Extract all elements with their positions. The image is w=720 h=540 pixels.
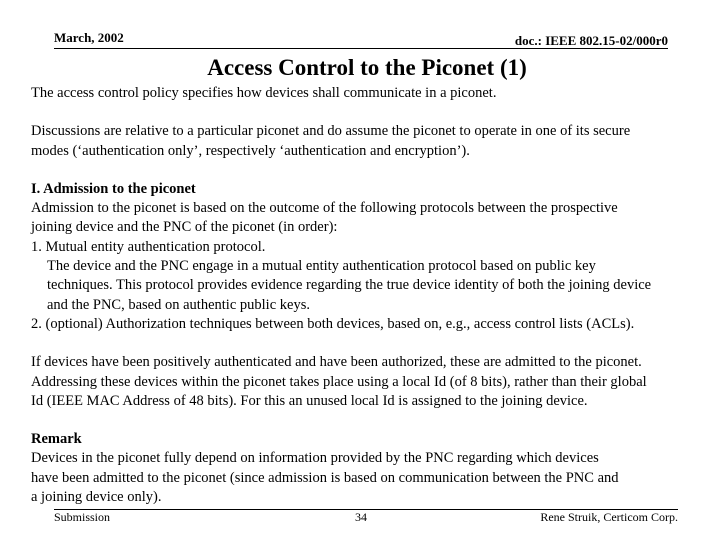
list-item-2: 2. (optional) Authorization techniques between both devices, based on, e.g., access control lists (ACLs). — [31, 315, 635, 332]
header-doc-id: doc.: IEEE 802.15-02/000r0 — [514, 33, 668, 48]
list-item-1-title: 1. Mutual entity authentication protocol. — [31, 238, 266, 255]
intro-text: The access control policy specifies how devices shall communicate in a piconet. — [31, 85, 497, 101]
discussion-line-2: modes (‘authentication only’, respectively ‘authentication and encryption’). — [31, 142, 470, 159]
remark-line-2: have been admitted to the piconet (since admission is based on communication between the PNC and — [31, 469, 619, 486]
authorization-line-1: If devices have been positively authenticated and have been authorized, these are admitted to the piconet. — [31, 354, 642, 371]
authorization-line-3: Id (IEEE MAC Address of 48 bits). For this an unused local Id is assigned to the joining device. — [31, 392, 588, 409]
admission-line-2: joining device and the PNC of the piconet (in order): — [31, 219, 338, 236]
footer-author: Rene Struik, Certicom Corp. — [540, 510, 678, 524]
list-item-1-line-1: The device and the PNC engage in a mutual entity authentication protocol based on public key — [47, 258, 596, 275]
header-date: March, 2002 — [54, 30, 124, 45]
discussion-line-1: Discussions are relative to a particular piconet and do assume the piconet to operate in one of its secure — [31, 123, 631, 140]
header-divider — [54, 48, 668, 49]
remark-line-3: a joining device only). — [31, 489, 162, 506]
remark-heading: Remark — [31, 431, 82, 448]
admission-line-1: Admission to the piconet is based on the outcome of the following protocols between the prospective — [31, 200, 618, 217]
section-heading: I. Admission to the piconet — [31, 180, 196, 197]
remark-line-1: Devices in the piconet fully depend on information provided by the PNC regarding which devices — [31, 450, 599, 467]
authorization-line-2: Addressing these devices within the piconet takes place using a local Id (of 8 bits), rather than their global — [31, 373, 647, 390]
slide-title: Access Control to the Piconet (1) — [207, 55, 527, 80]
list-item-1-line-3: and the PNC, based on authentic public keys. — [47, 296, 310, 313]
footer-submission: Submission — [54, 510, 111, 524]
slide-body — [31, 84, 720, 507]
page-number: 34 — [355, 510, 367, 524]
list-item-1-line-2: techniques. This protocol provides evidence regarding the true device identity of both the joining device — [47, 277, 652, 294]
